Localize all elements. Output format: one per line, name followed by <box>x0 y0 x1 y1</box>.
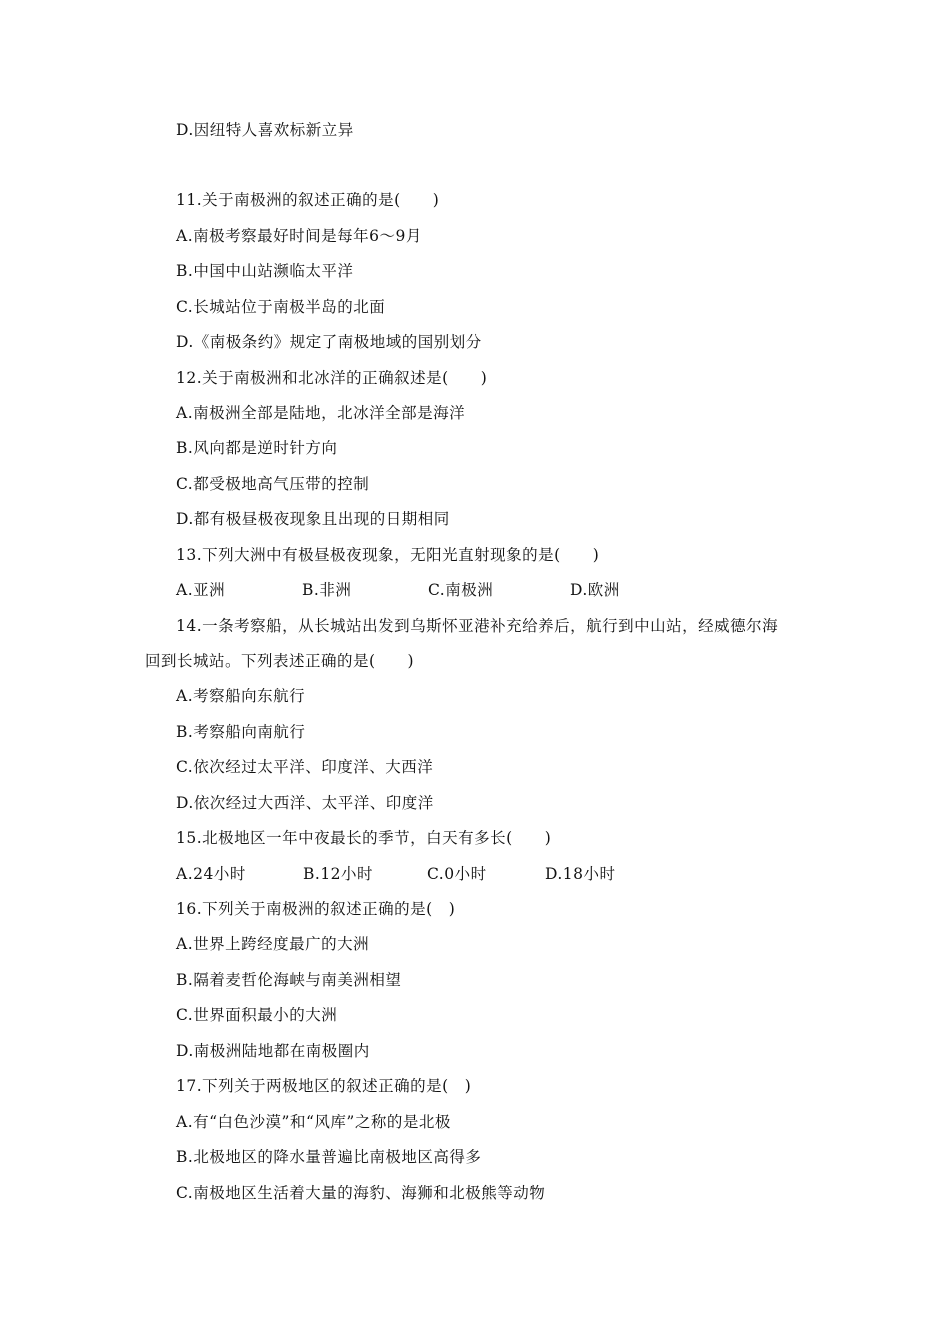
q17-option-a: A.有“白色沙漠”和“风库”之称的是北极 <box>176 1113 451 1131</box>
q15-options <box>176 864 616 884</box>
q14-option-d: D.依次经过大西洋、太平洋、印度洋 <box>176 794 434 812</box>
q13-option-a: A.亚洲 <box>176 581 226 599</box>
q10-option-d: D.因纽特人喜欢标新立异 <box>176 121 354 139</box>
q15-option-c: C.0小时 <box>427 865 487 883</box>
q12-option-d: D.都有极昼极夜现象且出现的日期相同 <box>176 510 450 528</box>
q17-option-b: B.北极地区的降水量普遍比南极地区高得多 <box>176 1148 482 1166</box>
question-16: 16.下列关于南极洲的叙述正确的是( ) <box>176 900 456 918</box>
question-11: 11.关于南极洲的叙述正确的是( ) <box>176 191 440 209</box>
q16-option-a: A.世界上跨经度最广的大洲 <box>176 935 370 953</box>
q11-option-a: A.南极考察最好时间是每年6～9月 <box>176 227 422 245</box>
question-14-line-1: 14.一条考察船，从长城站出发到乌斯怀亚港补充给养后，航行到中山站，经威德尔海 <box>176 617 779 635</box>
question-13: 13.下列大洲中有极昼极夜现象，无阳光直射现象的是( ) <box>176 546 600 564</box>
question-14-line-2: 回到长城站。下列表述正确的是( ) <box>145 652 415 670</box>
q12-option-c: C.都受极地高气压带的控制 <box>176 475 370 493</box>
q16-option-b: B.隔着麦哲伦海峡与南美洲相望 <box>176 971 402 989</box>
q13-options <box>176 580 620 600</box>
q14-option-c: C.依次经过太平洋、印度洋、大西洋 <box>176 758 434 776</box>
q16-option-c: C.世界面积最小的大洲 <box>176 1006 338 1024</box>
q11-option-c: C.长城站位于南极半岛的北面 <box>176 298 386 316</box>
q17-option-c: C.南极地区生活着大量的海豹、海狮和北极熊等动物 <box>176 1184 546 1202</box>
question-17: 17.下列关于两极地区的叙述正确的是( ) <box>176 1077 472 1095</box>
q13-option-d: D.欧洲 <box>570 581 620 599</box>
q13-option-c: C.南极洲 <box>428 581 494 599</box>
q11-option-d: D.《南极条约》规定了南极地域的国别划分 <box>176 333 482 351</box>
q15-option-b: B.12小时 <box>303 865 374 883</box>
q12-option-a: A.南极洲全部是陆地，北冰洋全部是海洋 <box>176 404 466 422</box>
question-15: 15.北极地区一年中夜最长的季节，白天有多长( ) <box>176 829 552 847</box>
q14-option-a: A.考察船向东航行 <box>176 687 306 705</box>
q15-option-a: A.24小时 <box>176 865 246 883</box>
q12-option-b: B.风向都是逆时针方向 <box>176 439 338 457</box>
q11-option-b: B.中国中山站濒临太平洋 <box>176 262 354 280</box>
question-12: 12.关于南极洲和北冰洋的正确叙述是( ) <box>176 369 488 387</box>
q16-option-d: D.南极洲陆地都在南极圈内 <box>176 1042 370 1060</box>
q14-option-b: B.考察船向南航行 <box>176 723 306 741</box>
q15-option-d: D.18小时 <box>545 865 616 883</box>
q13-option-b: B.非洲 <box>302 581 352 599</box>
